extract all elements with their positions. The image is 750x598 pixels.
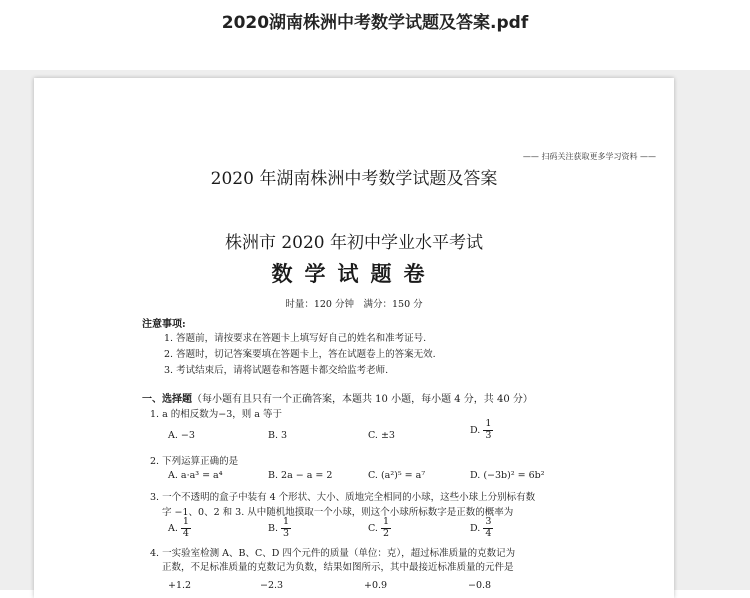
pdf-page [34, 78, 674, 598]
q4-value-b: −2.3 [260, 580, 284, 591]
q4-value-c: +0.9 [364, 580, 388, 591]
question-4-stem-cont: 正数，不足标准质量的克数记为负数，结果如图所示，其中最接近标准质量的元件是 [162, 562, 514, 573]
fraction-numerator: 1 [382, 516, 389, 527]
tagline: —— 扫码关注获取更多学习资料 —— [522, 152, 656, 161]
fraction-numerator: 1 [283, 516, 290, 527]
question-3-stem-cont: 字 −1、0、2 和 3. 从中随机地摸取一个小球，则这个小球所标数字是正数的概率为 [162, 507, 514, 518]
notice-item: 2. 答题时，切记答案要填在答题卡上，答在试题卷上的答案无效. [164, 349, 436, 360]
q4-value-d: −0.8 [468, 580, 492, 591]
question-2-stem: 2. 下列运算正确的是 [150, 456, 239, 467]
title-bar [0, 0, 750, 70]
question-4-stem: 4. 一实验室检测 A、B、C、D 四个元件的质量（单位：克），超过标准质量的克数记为 [150, 548, 516, 559]
fraction-denominator: 4 [485, 527, 492, 539]
fraction-numerator: 3 [485, 516, 492, 527]
q3-option-c [368, 517, 391, 540]
notice-item: 3. 考试结束后，请将试题卷和答题卡都交给监考老师. [164, 365, 389, 376]
fraction-numerator: 1 [485, 418, 492, 429]
q2-option-b: B. 2a − a = 2 [268, 470, 333, 481]
q3-option-label: B. [268, 522, 279, 534]
q1-option-b: B. 3 [268, 430, 288, 441]
q3-option-label: A. [168, 522, 178, 534]
fraction-denominator: 4 [182, 527, 189, 539]
time-info: 时量：120 分钟 满分：150 分 [285, 299, 423, 310]
section-title: 一、选择题 [142, 394, 192, 405]
q3-option-d [470, 517, 493, 540]
q2-option-a: A. a·a³ = a⁴ [168, 470, 223, 481]
q3-option-label: D. [470, 522, 481, 534]
q1-option-d [470, 419, 493, 442]
exam-subtitle: 数学试题卷 [271, 261, 437, 286]
fraction-denominator: 2 [382, 527, 389, 539]
q1-option-a: A. −3 [168, 430, 195, 441]
exam-title: 株洲市 2020 年初中学业水平考试 [224, 233, 484, 253]
q3-option-label: C. [368, 522, 378, 534]
q3-option-b [268, 517, 291, 540]
q2-option-d: D. (−3b)² = 6b² [470, 470, 545, 481]
file-name: 2020湖南株洲中考数学试题及答案.pdf [221, 13, 529, 33]
q2-option-c: C. (a²)⁵ = a⁷ [368, 470, 426, 481]
document-title: 2020 年湖南株洲中考数学试题及答案 [210, 169, 498, 189]
q1-option-d-label: D. [470, 424, 481, 436]
question-1-stem: 1. a 的相反数为−3，则 a 等于 [150, 409, 282, 420]
fraction-denominator: 3 [283, 527, 290, 539]
q3-option-a [168, 517, 191, 540]
q4-value-a: +1.2 [168, 580, 192, 591]
fraction-numerator: 1 [182, 516, 189, 527]
q1-option-c: C. ±3 [368, 430, 395, 441]
question-3-stem: 3. 一个不透明的盒子中装有 4 个形状、大小、质地完全相同的小球，这些小球上分别标有数 [150, 492, 536, 503]
notice-heading: 注意事项: [142, 319, 186, 330]
notice-item: 1. 答题前，请按要求在答题卡上填写好自己的姓名和准考证号. [164, 333, 427, 344]
section-heading [142, 390, 533, 405]
fraction-denominator: 3 [485, 429, 492, 441]
section-note: （每小题有且只有一个正确答案，本题共 10 小题，每小题 4 分，共 40 分） [192, 394, 533, 405]
